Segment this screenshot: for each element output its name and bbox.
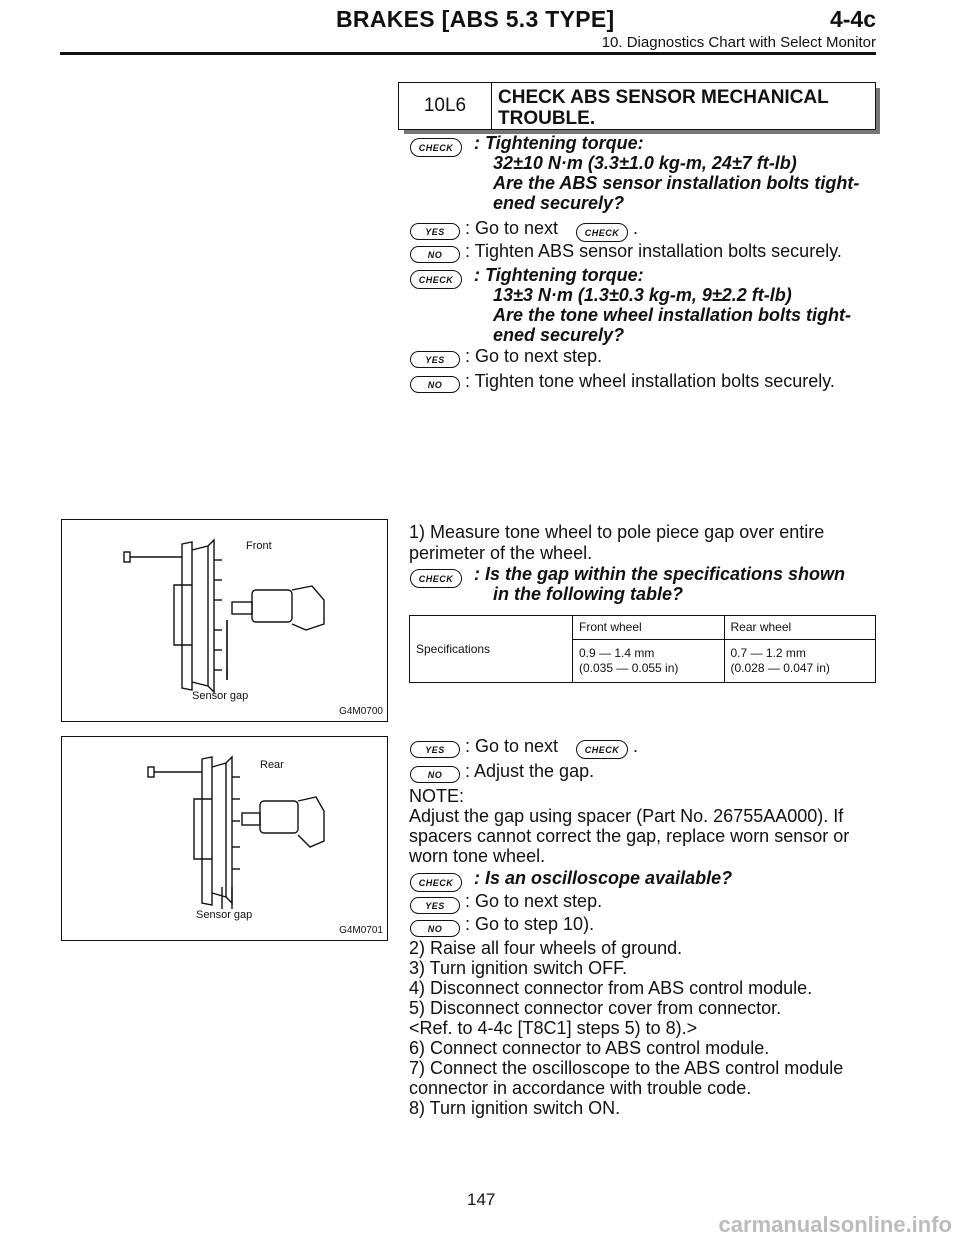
spec-front-in: (0.035 — 0.055 in) [579, 661, 679, 676]
figure2-label-gap: Sensor gap [196, 909, 253, 921]
spec-col-rear-header: Rear wheel [724, 616, 876, 640]
osc-no-text: : Go to step 10). [465, 914, 595, 934]
procedure-step: 8) Turn ignition switch ON. [409, 1098, 621, 1118]
figure-rear-sensor [61, 736, 388, 941]
yes-badge: YES [410, 741, 460, 758]
gap-yes-period: . [633, 736, 639, 756]
procedure-step: 4) Disconnect connector from ABS control module. [409, 978, 813, 998]
measure-line2: perimeter of the wheel. [409, 543, 593, 563]
no-badge: NO [410, 246, 460, 263]
check1-line3: Are the ABS sensor installation bolts tight- [493, 173, 860, 193]
step-code: 10L6 [399, 83, 492, 129]
measure-question1: : Is the gap within the specifications shown [474, 564, 846, 584]
figure1-label-gap: Sensor gap [192, 690, 249, 702]
procedure-step: 5) Disconnect connector cover from connector. [409, 998, 782, 1018]
step-title-line2: TROUBLE. [498, 108, 596, 129]
yes-badge: YES [410, 897, 460, 914]
procedure-step: 7) Connect the oscilloscope to the ABS control module [409, 1058, 844, 1078]
figure2-caption: G4M0701 [339, 925, 383, 936]
step-header-box [398, 82, 876, 130]
step-title [492, 83, 875, 129]
page-number: 147 [467, 1190, 496, 1209]
check-badge: CHECK [410, 138, 462, 157]
check-badge: CHECK [410, 270, 462, 289]
gap-yes-text: : Go to next [465, 736, 559, 756]
check2-line3: Are the tone wheel installation bolts tight- [493, 305, 852, 325]
no-badge: NO [410, 376, 460, 393]
measure-line1: 1) Measure tone wheel to pole piece gap over entire [409, 522, 825, 542]
note-line1: Adjust the gap using spacer (Part No. 26755AA000). If [409, 806, 844, 826]
osc-yes-text: : Go to next step. [465, 891, 603, 911]
yes-badge: YES [410, 351, 460, 368]
check2-no-text: : Tighten tone wheel installation bolts securely. [465, 371, 835, 391]
figure2-label-rear: Rear [260, 759, 284, 771]
check-badge-inline: CHECK [576, 223, 628, 242]
spec-rear-value [724, 640, 876, 683]
check1-line1: : Tightening torque: [474, 133, 644, 153]
no-badge: NO [410, 920, 460, 937]
check-badge: CHECK [410, 873, 462, 892]
spec-front-value [573, 640, 725, 683]
figure-front-sensor [61, 519, 388, 722]
check2-line2: 13±3 N·m (1.3±0.3 kg-m, 9±2.2 ft-lb) [493, 285, 792, 305]
note-line2: spacers cannot correct the gap, replace worn sensor or [409, 826, 850, 846]
note-label: NOTE: [409, 786, 465, 806]
spec-row-label: Specifications [410, 616, 573, 683]
measure-question2: in the following table? [493, 584, 683, 604]
check2-line1: : Tightening torque: [474, 265, 644, 285]
specifications-table [409, 615, 876, 683]
procedure-step: 2) Raise all four wheels of ground. [409, 938, 683, 958]
section-subtitle: 10. Diagnostics Chart with Select Monitor [601, 34, 876, 51]
no-badge: NO [410, 766, 460, 783]
procedure-reference: <Ref. to 4-4c [T8C1] steps 5) to 8).> [409, 1018, 698, 1038]
procedure-step: 3) Turn ignition switch OFF. [409, 958, 628, 978]
section-code: 4-4c [829, 6, 876, 32]
check2-yes-text: : Go to next step. [465, 346, 603, 366]
check-badge-inline: CHECK [576, 740, 628, 759]
header-rule [60, 52, 876, 55]
page-header-title: BRAKES [ABS 5.3 TYPE] [336, 6, 615, 32]
check-badge: CHECK [410, 569, 462, 588]
figure1-label-front: Front [246, 540, 272, 552]
check1-line4: ened securely? [493, 193, 625, 213]
osc-question: : Is an oscilloscope available? [474, 868, 733, 888]
spec-col-front-header: Front wheel [573, 616, 725, 640]
figure1-caption: G4M0700 [339, 706, 383, 717]
gap-no-text: : Adjust the gap. [465, 761, 595, 781]
spec-rear-in: (0.028 — 0.047 in) [730, 661, 830, 676]
check1-yes-text: : Go to next [465, 218, 559, 238]
check1-line2: 32±10 N·m (3.3±1.0 kg-m, 24±7 ft-lb) [493, 153, 797, 173]
check2-line4: ened securely? [493, 325, 625, 345]
check1-no-text: : Tighten ABS sensor installation bolts securely. [465, 241, 842, 261]
note-line3: worn tone wheel. [409, 846, 546, 866]
check1-yes-period: . [633, 218, 639, 238]
yes-badge: YES [410, 223, 460, 240]
spec-front-mm: 0.9 — 1.4 mm [579, 646, 655, 661]
spec-rear-mm: 0.7 — 1.2 mm [730, 646, 806, 661]
step-title-line1: CHECK ABS SENSOR MECHANICAL [498, 87, 829, 108]
procedure-step: 6) Connect connector to ABS control module. [409, 1038, 770, 1058]
watermark: carmanualsonline.info [718, 1212, 952, 1237]
procedure-step: connector in accordance with trouble code. [409, 1078, 752, 1098]
